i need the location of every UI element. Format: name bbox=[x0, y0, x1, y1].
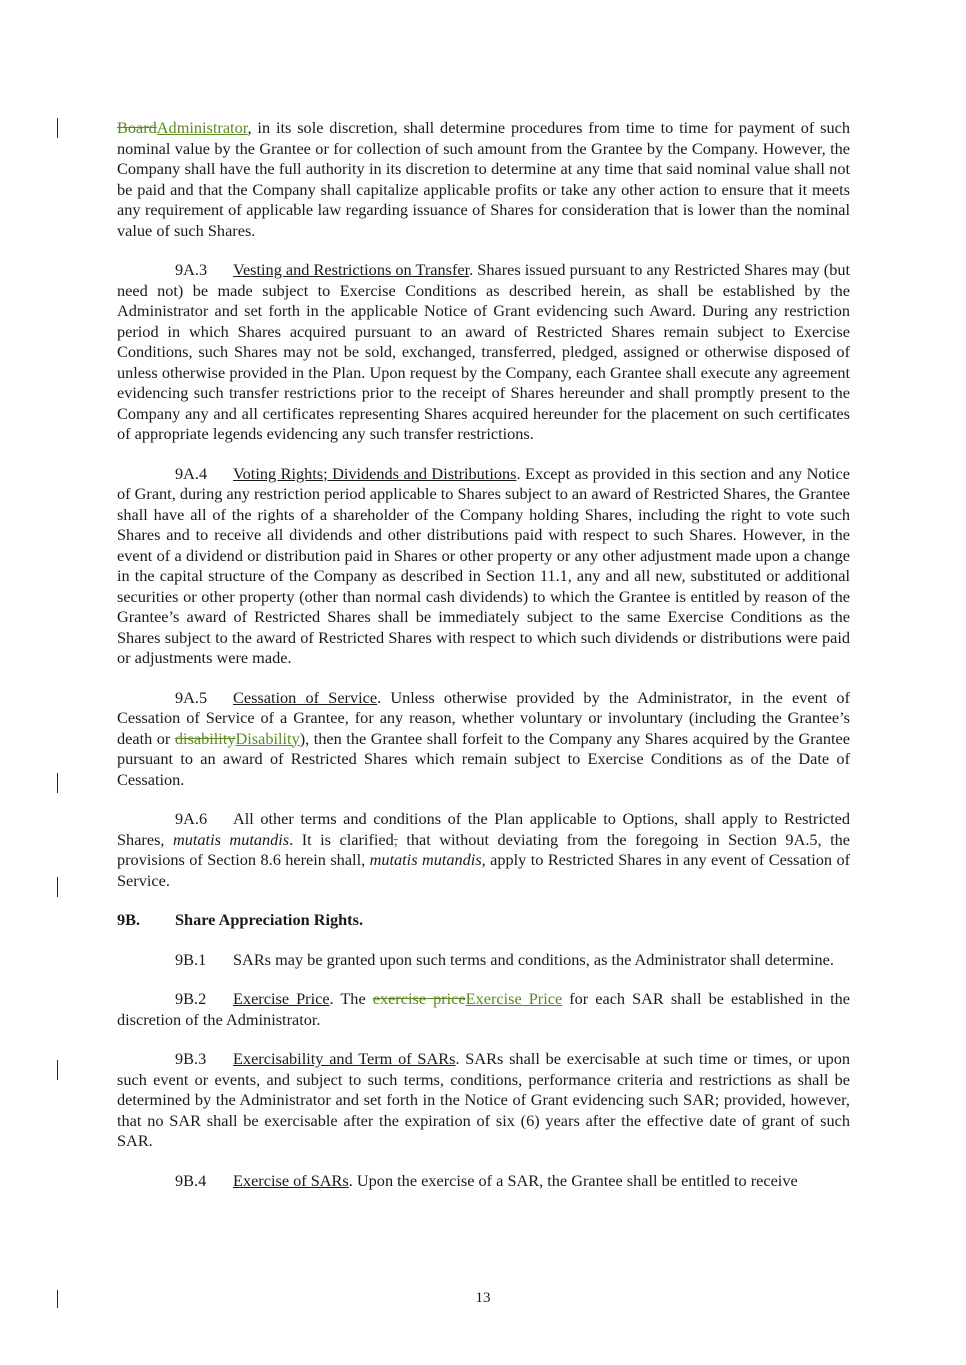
section-heading-9b: 9B. Share Appreciation Rights. bbox=[117, 910, 364, 929]
section-9a3: 9A.3 Vesting and Restrictions on Transfer. Shares issued pursuant to any Restricted Shares may (but need not) be made subject to Exercise Conditions as described herein, as shall be established by the Administrator and set forth in the applicable Notice of Grant evidencing such Award. During any restriction period in which Shares acquired pursuant to an award of Restricted Shares remain subject to Exercise Conditions, such Shares may not be sold, exchanged, transferred, pledged, assigned or otherwise disposed of unless otherwise provided in the Plan. Upon request by the Company, each Grantee shall execute any agreement evidencing such transfer restrictions prior to the receipt of Shares hereunder and shall promptly present to the Company any and all certificates representing Shares acquired hereunder for the placement on such certificates of appropriate legends evidencing any such transfer restrictions. bbox=[117, 260, 850, 443]
section-number: 9B.2 bbox=[175, 989, 207, 1008]
section-9a6: 9A.6 All other terms and conditions of the Plan applicable to Options, shall apply to Restricted Shares, mutatis mutandis. It is clarified, that without deviating from the foregoing in Section 9A.5, the provisions of Section 8.6 herein shall, mutatis mutandis, apply to Restricted Shares in any event of Cessation of Service. bbox=[117, 809, 851, 890]
document-page bbox=[117, 118, 850, 1191]
inserted-text: Administrator bbox=[156, 118, 248, 137]
section-heading: Voting Rights; Dividends and Distributions bbox=[233, 463, 517, 483]
section-number: 9B.3 bbox=[175, 1049, 207, 1068]
section-heading: Cessation of Service bbox=[233, 687, 378, 707]
section-heading: Exercisability and Term of SARs bbox=[233, 1049, 456, 1068]
inserted-text: Exercise Price bbox=[465, 989, 563, 1008]
section-9b4: 9B.4 Exercise of SARs. Upon the exercise of a SAR, the Grantee shall be entitled to receive bbox=[175, 1170, 798, 1190]
section-number: 9B. bbox=[117, 910, 141, 929]
deleted-text: exercise price bbox=[372, 989, 466, 1008]
section-number: 9A.3 bbox=[175, 260, 208, 279]
deleted-text: , bbox=[393, 829, 398, 849]
section-9b2: 9B.2 Exercise Price. The exercise priceExercise Price for each SAR shall be established in the discretion of the Administrator. bbox=[117, 989, 851, 1029]
section-number: 9A.5 bbox=[175, 687, 208, 707]
change-bar bbox=[57, 773, 58, 793]
section-heading: Exercise of SARs bbox=[233, 1170, 349, 1190]
section-9b1: 9B.1 SARs may be granted upon such terms and conditions, as the Administrator shall determine. bbox=[175, 949, 834, 969]
section-9b3: 9B.3 Exercisability and Term of SARs. SARs shall be exercisable at such time or times, or upon such event or events, and subject to such terms, conditions, performance criteria and restrictions as shall be determined by the Administrator and set forth in the Notice of Grant evidencing such SAR; provided, however, that no SAR shall be exercisable after the expiration of six (6) years after the effective date of grant of such SAR. bbox=[117, 1049, 851, 1150]
section-heading: Exercise Price bbox=[233, 989, 330, 1008]
section-number: 9B.4 bbox=[175, 1170, 207, 1190]
section-number: 9A.6 bbox=[175, 809, 208, 828]
section-9a4: 9A.4 Voting Rights; Dividends and Distributions. Except as provided in this section and any Notice of Grant, during any restriction period applicable to Shares subject to an award of Restricted Shares, the Grantee shall have all of the rights of a shareholder of the Company holding Shares, including the right to vote such Shares and to receive all dividends and other distributions paid with respect to such Shares. However, in the event of a dividend or distribution paid in Shares or other property or any other adjustment made upon a change in the capital structure of the Company as described in Section 11.1, any and all new, substituted or additional securities or other property (other than normal cash dividends) to which the Grantee is entitled by reason of the Grantee’s award of Restricted Shares shall be immediately subject to the same Exercise Conditions as the Shares subject to the award of Restricted Shares with respect to which such dividends or distributions were paid or adjustments were made. bbox=[117, 463, 850, 667]
inserted-text: Disability bbox=[235, 728, 300, 748]
section-heading: Vesting and Restrictions on Transfer bbox=[233, 260, 470, 279]
change-bar bbox=[57, 1060, 58, 1080]
change-bar bbox=[57, 118, 58, 138]
change-bar bbox=[57, 877, 58, 897]
section-number: 9B.1 bbox=[175, 949, 207, 969]
deleted-text: disability bbox=[174, 728, 236, 748]
deleted-text: Board bbox=[117, 118, 157, 137]
page-number: 13 bbox=[475, 1290, 491, 1306]
paragraph-nominal-value: BoardAdministrator, in its sole discretion, shall determine procedures from time to time for payment of such nominal value by the Grantee or for collection of such amount from the Grantee by the Company. However, the Company shall have the full authority in its discretion to determine at any time that said nominal value shall not be paid and that the Company shall capitalize applicable profits or take any other action to ensure that it meets any requirement of applicable law regarding issuance of Shares for consideration that is lower than the nominal value of such Shares. bbox=[117, 118, 850, 240]
section-9a5: 9A.5 Cessation of Service. Unless otherwise provided by the Administrator, in the event of Cessation of Service of a Grantee, for any reason, whether voluntary or involuntary (including the Grantee’s death or disabilityDisability), then the Grantee shall forfeit to the Company any Shares acquired by the Grantee pursuant to an award of Restricted Shares which remain subject to Exercise Conditions as of the Date of Cessation. bbox=[117, 687, 851, 789]
section-number: 9A.4 bbox=[175, 463, 208, 483]
